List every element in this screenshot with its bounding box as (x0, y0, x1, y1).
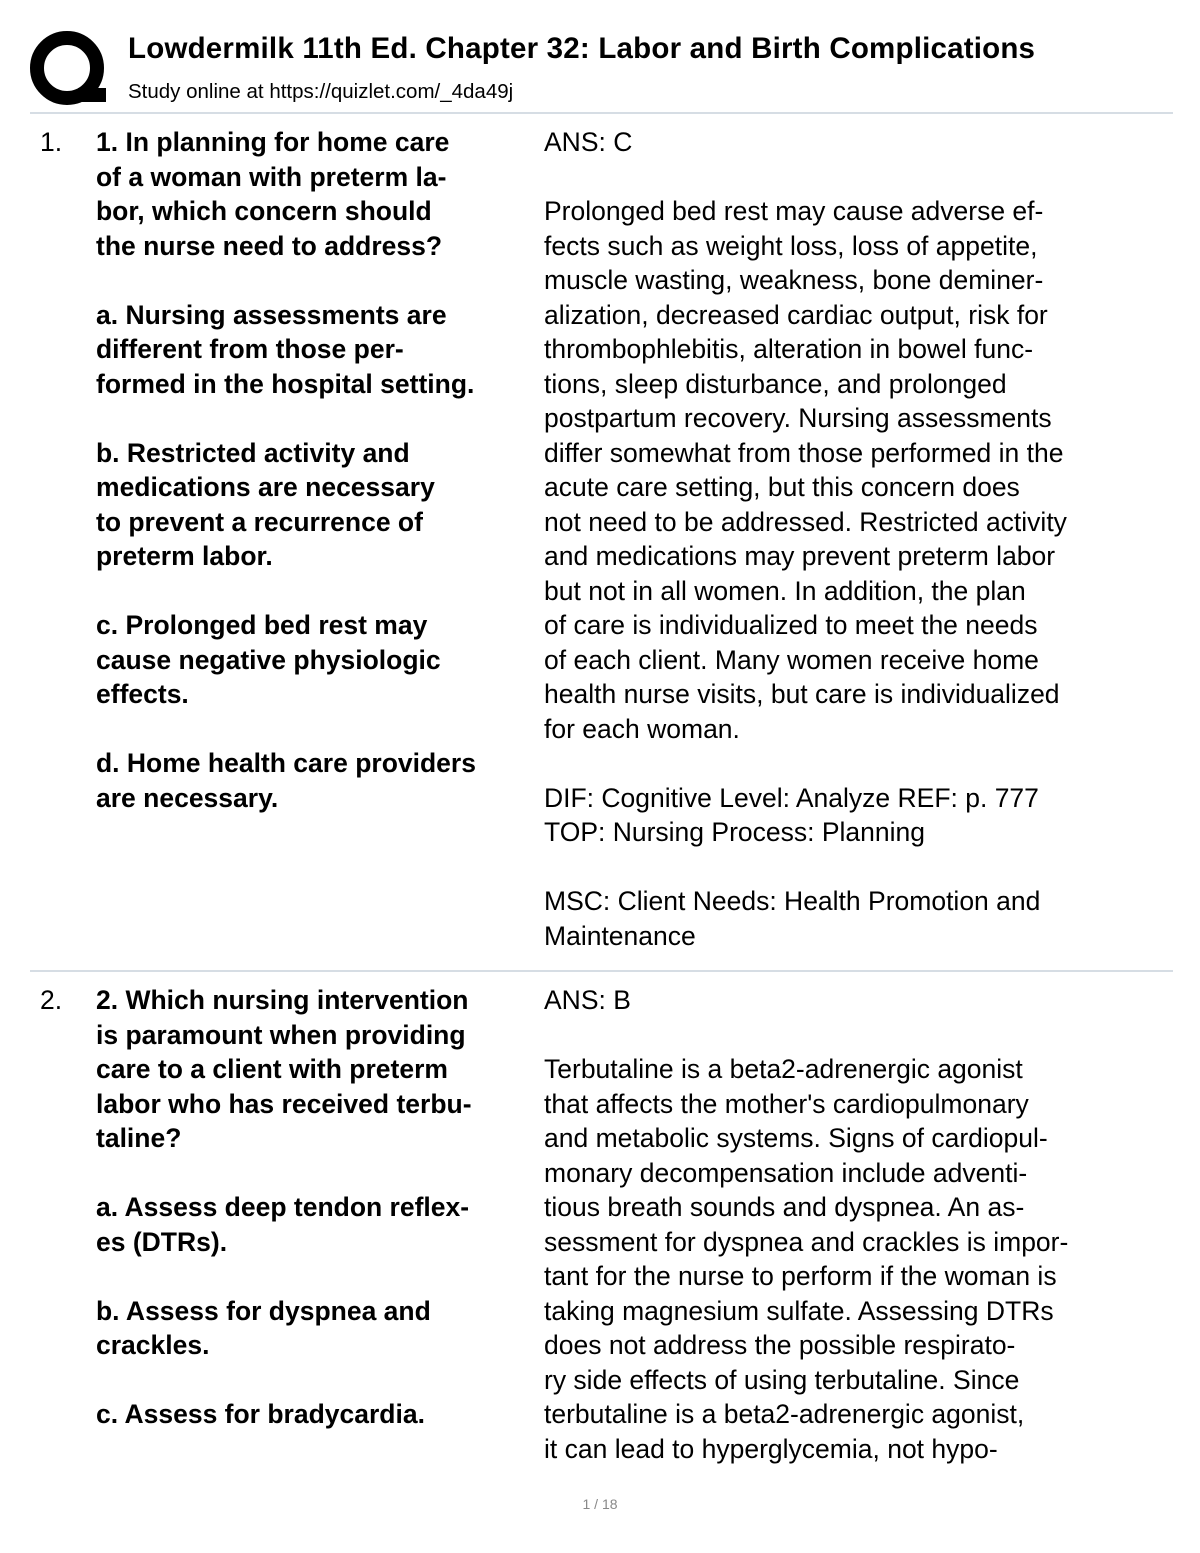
question-line: 2. Which nursing intervention (96, 985, 469, 1015)
document-title: Lowdermilk 11th Ed. Chapter 32: Labor and Birth Complications (128, 32, 1036, 65)
question-text (96, 983, 541, 1432)
answer-line: tions, sleep disturbance, and prolonged (544, 368, 1007, 399)
question-line: taline? (96, 1123, 182, 1153)
blank-line (96, 263, 541, 298)
answer-line: thrombophlebitis, alteration in bowel func- (544, 334, 1034, 364)
blank-line (96, 1156, 541, 1191)
question-line: d. Home health care providers (96, 748, 476, 778)
answer-line: postpartum recovery. Nursing assessments (544, 403, 1052, 433)
question-line: b. Assess for dyspnea and (96, 1295, 431, 1326)
answer-line: monary decompensation include adventi- (544, 1157, 1028, 1188)
answer-line: muscle wasting, weakness, bone deminer- (544, 265, 1044, 295)
blank-line (544, 850, 1164, 885)
answer-line: Prolonged bed rest may cause adverse ef- (544, 196, 1044, 226)
blank-line (544, 1018, 1164, 1053)
card-number: 1. (40, 127, 63, 157)
document-subtitle: Study online at https://quizlet.com/_4da49j (128, 80, 514, 103)
blank-line (544, 160, 1164, 195)
question-line: es (DTRs). (96, 1226, 228, 1257)
question-line: formed in the hospital setting. (96, 368, 475, 399)
card-number: 2. (40, 985, 63, 1015)
question-line: is paramount when providing (96, 1019, 466, 1050)
divider (30, 970, 1173, 972)
answer-line: that affects the mother's cardiopulmonary (544, 1088, 1029, 1119)
question-line: to prevent a recurrence of (96, 506, 423, 537)
answer-line: health nurse visits, but care is individualized (544, 679, 1060, 709)
answer-line: does not address the possible respirato- (544, 1330, 1016, 1360)
blank-line (96, 401, 541, 436)
blank-line (96, 712, 541, 747)
answer-line: Maintenance (544, 920, 696, 951)
question-line: medications are necessary (96, 472, 435, 502)
answer-line: sessment for dyspnea and crackles is impor- (544, 1226, 1069, 1257)
question-line: c. Prolonged bed rest may (96, 610, 428, 640)
answer-line: not need to be addressed. Restricted activity (544, 506, 1067, 537)
answer-line: TOP: Nursing Process: Planning (544, 817, 925, 847)
divider (30, 112, 1173, 114)
question-line: a. Nursing assessments are (96, 299, 447, 330)
answer-line: ANS: C (544, 127, 633, 157)
blank-line (96, 1363, 541, 1398)
answer-line: and metabolic systems. Signs of cardiopul- (544, 1123, 1048, 1153)
answer-line: ry side effects of using terbutaline. Since (544, 1364, 1020, 1395)
question-line: crackles. (96, 1330, 210, 1360)
answer-line: differ somewhat from those performed in the (544, 437, 1064, 468)
question-line: care to a client with preterm (96, 1054, 448, 1084)
answer-line: tious breath sounds and dyspnea. An as- (544, 1192, 1025, 1222)
answer-line: Terbutaline is a beta2-adrenergic agonist (544, 1054, 1023, 1084)
question-line: different from those per- (96, 334, 404, 364)
question-line: c. Assess for bradycardia. (96, 1399, 425, 1429)
answer-line: MSC: Client Needs: Health Promotion and (544, 886, 1041, 916)
quizlet-logo-icon (30, 30, 110, 110)
answer-line: fects such as weight loss, loss of appetite, (544, 230, 1038, 261)
answer-line: of care is individualized to meet the needs (544, 610, 1038, 640)
blank-line (544, 746, 1164, 781)
answer-line: acute care setting, but this concern does (544, 472, 1020, 502)
answer-line: taking magnesium sulfate. Assessing DTRs (544, 1295, 1054, 1326)
blank-line (96, 1259, 541, 1294)
question-line: a. Assess deep tendon reflex- (96, 1192, 470, 1222)
question-line: cause negative physiologic (96, 644, 441, 675)
answer-line: DIF: Cognitive Level: Analyze REF: p. 777 (544, 782, 1039, 813)
question-line: effects. (96, 679, 189, 709)
answer-text (544, 125, 1164, 953)
answer-text (544, 983, 1164, 1466)
question-line: labor who has received terbu- (96, 1088, 472, 1119)
question-line: preterm labor. (96, 541, 273, 571)
answer-line: tant for the nurse to perform if the woman is (544, 1261, 1057, 1291)
question-line: bor, which concern should (96, 196, 432, 226)
question-line: the nurse need to address? (96, 230, 443, 261)
answer-line: terbutaline is a beta2-adrenergic agonist, (544, 1399, 1025, 1429)
answer-line: and medications may prevent preterm labor (544, 541, 1056, 571)
blank-line (96, 574, 541, 609)
answer-line: of each client. Many women receive home (544, 644, 1039, 675)
question-text (96, 125, 541, 815)
answer-line: for each woman. (544, 713, 740, 744)
question-line: b. Restricted activity and (96, 437, 410, 468)
question-line: of a woman with preterm la- (96, 161, 447, 192)
page-indicator: 1 / 18 (582, 1496, 618, 1512)
answer-line: it can lead to hyperglycemia, not hypo- (544, 1433, 998, 1464)
answer-line: alization, decreased cardiac output, risk for (544, 299, 1048, 330)
question-line: are necessary. (96, 782, 279, 813)
answer-line: but not in all women. In addition, the plan (544, 575, 1026, 606)
question-line: 1. In planning for home care (96, 127, 450, 157)
answer-line: ANS: B (544, 985, 631, 1015)
